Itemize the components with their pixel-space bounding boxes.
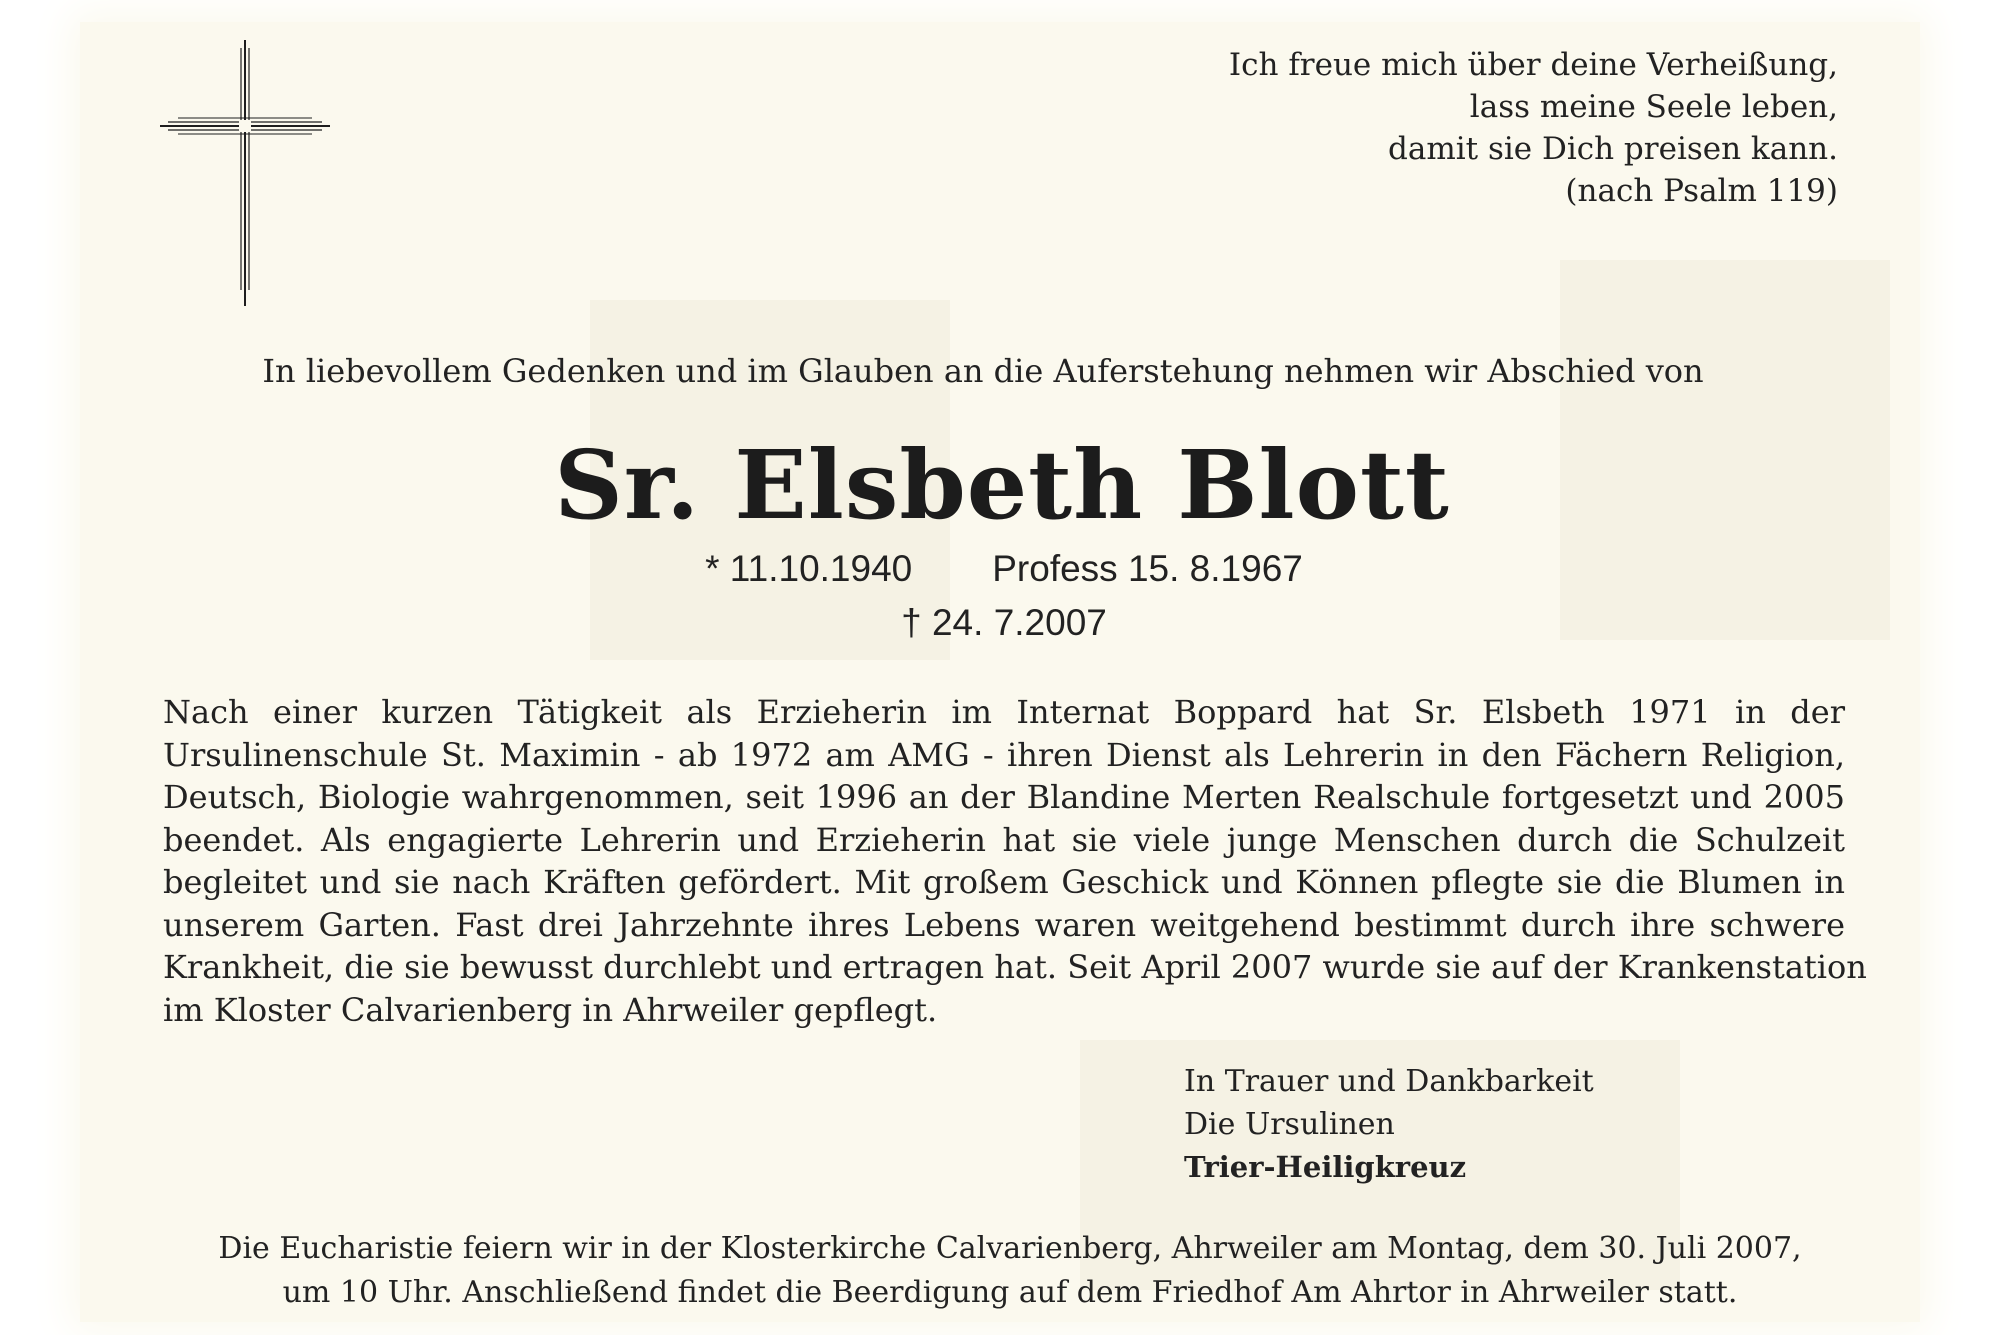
funeral-service-info [0, 1227, 2000, 1315]
signature-block [1184, 1060, 1594, 1189]
service-line: um 10 Uhr. Anschließend findet die Beerdigung auf dem Friedhof Am Ahrtor in Ahrweiler statt. [282, 1275, 1738, 1310]
cross-icon [160, 40, 330, 306]
biography-line: unserem Garten. Fast drei Jahrzehnte ihres Lebens waren weitgehend bestimmt durch ihre schwere [163, 905, 1845, 944]
verse-line: damit sie Dich preisen kann. [1388, 131, 1838, 167]
deceased-name [0, 430, 2000, 541]
biography-line: Nach einer kurzen Tätigkeit als Erzieherin im Internat Boppard hat Sr. Elsbeth 1971 in der [163, 693, 1845, 731]
profess-date: Profess 15. 8.1967 [992, 548, 1303, 589]
life-dates [0, 548, 2000, 590]
bible-verse [1229, 44, 1838, 212]
biography-paragraph [163, 691, 1867, 1031]
biography-line: im Kloster Calvarienberg in Ahrweiler gepflegt. [163, 990, 938, 1029]
biography-line: beendet. Als engagierte Lehrerin und Erzieherin hat sie viele junge Menschen durch die Schulzeit [163, 820, 1845, 859]
biography-line: Krankheit, die sie bewusst durchlebt und ertragen hat. Seit April 2007 wurde sie auf der Krankenstation [163, 948, 1867, 986]
signature-closing: In Trauer und Dankbarkeit [1184, 1064, 1594, 1099]
service-line: Die Eucharistie feiern wir in der Klosterkirche Calvarienberg, Ahrweiler am Montag, dem 30. Juli 2007, [218, 1231, 1802, 1266]
verse-line: lass meine Seele leben, [1469, 89, 1838, 125]
signature-community: Die Ursulinen [1184, 1107, 1395, 1142]
birth-date: * 11.10.1940 [705, 548, 913, 589]
deceased-name-text: Sr. Elsbeth Blott [554, 430, 1450, 541]
verse-line: Ich freue mich über deine Verheißung, [1228, 47, 1838, 83]
intro-line [0, 352, 2000, 390]
biography-line: begleitet und sie nach Kräften gefördert. Mit großem Geschick und Können pflegte sie die Blumen in [163, 863, 1845, 901]
death-date-line [0, 602, 2000, 644]
biography-line: Deutsch, Biologie wahrgenommen, seit 1996 an der Blandine Merten Realschule fortgesetzt und 2005 [163, 778, 1845, 816]
verse-source: (nach Psalm 119) [1565, 173, 1838, 209]
intro-text: In liebevollem Gedenken und im Glauben an die Auferstehung nehmen wir Abschied von [262, 352, 1704, 390]
biography-line: Ursulinenschule St. Maximin - ab 1972 am AMG - ihren Dienst als Lehrerin in den Fächern Religion, [163, 735, 1845, 774]
signature-location: Trier-Heiligkreuz [1184, 1150, 1467, 1184]
death-date: † 24. 7.2007 [901, 602, 1107, 643]
